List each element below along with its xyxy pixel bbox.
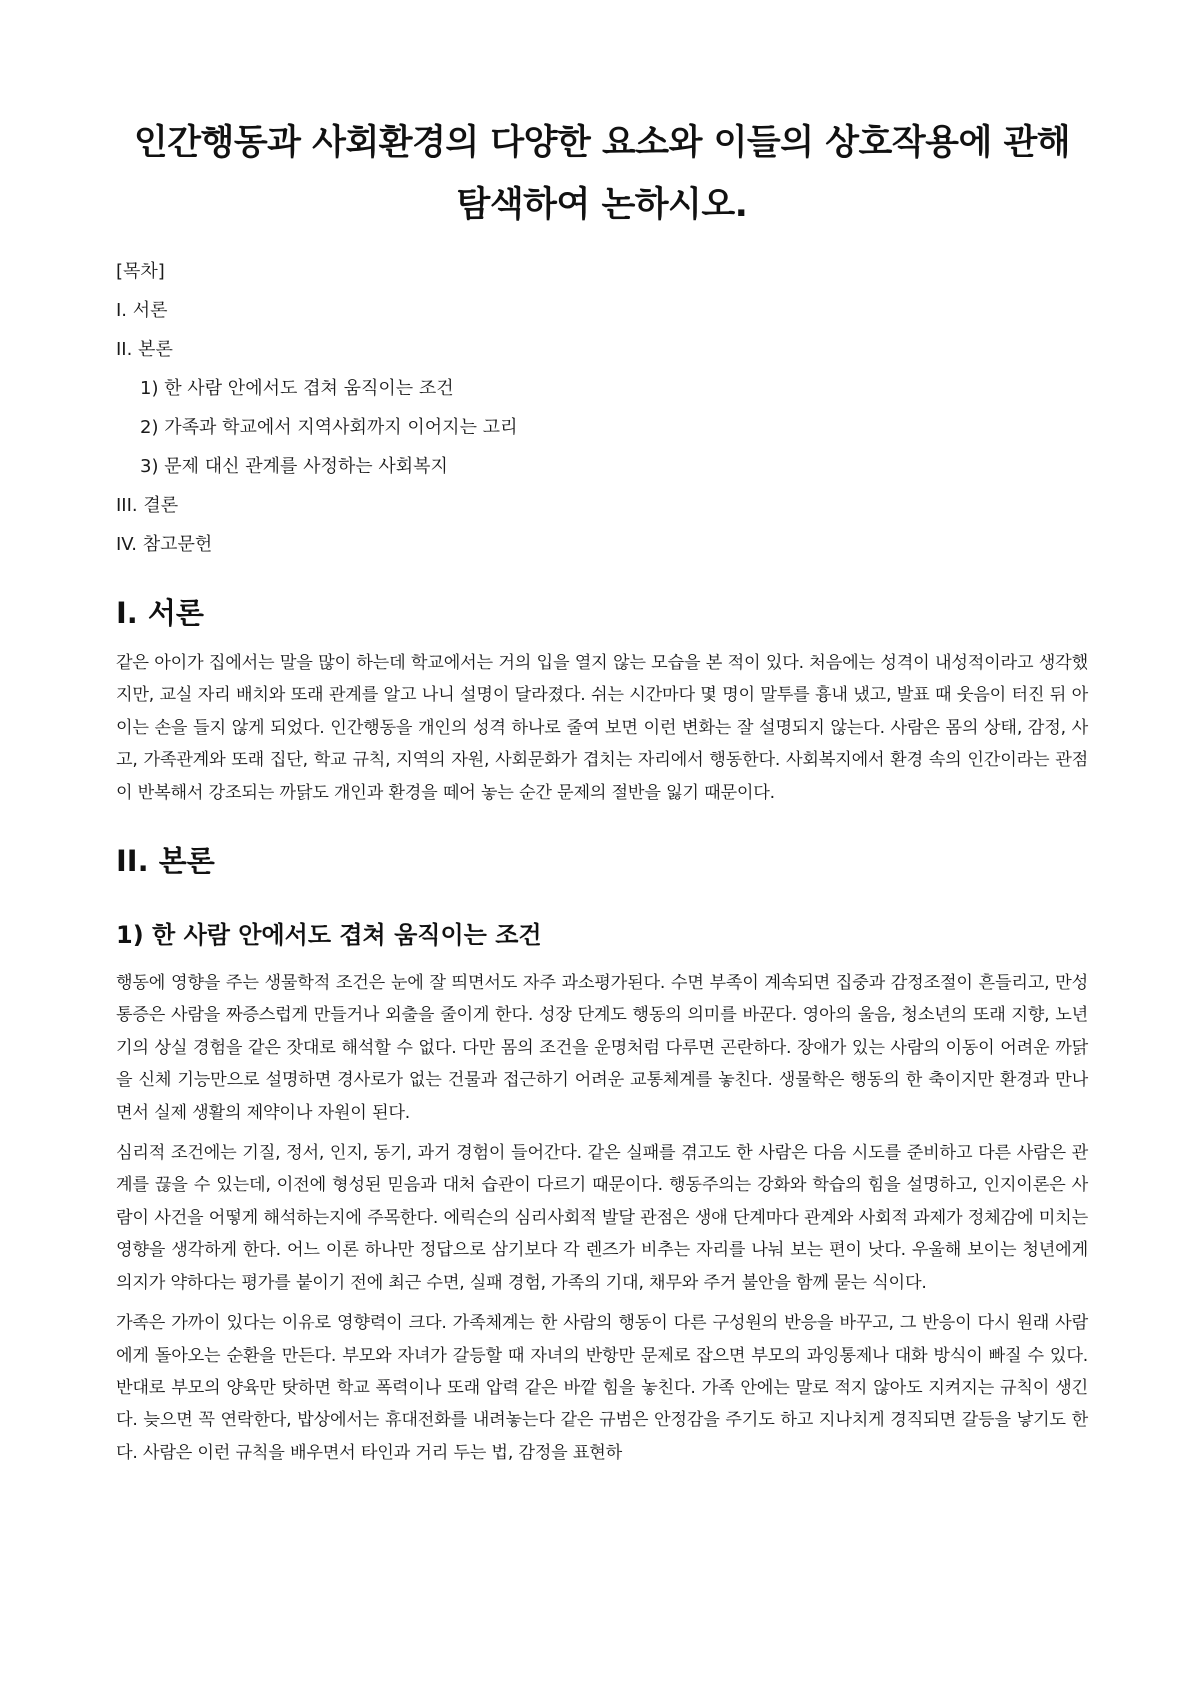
- body-paragraph: 가족은 가까이 있다는 이유로 영향력이 크다. 가족체계는 한 사람의 행동이 다른 구성원의 반응을 바꾸고, 그 반응이 다시 원래 사람에게 돌아오는 순환을 만든다. 부모와 자녀가 갈등할 때 자녀의 반항만 문제로 잡으면 부모의 과잉통제나 대화 방식이 빠질 수 있다. 반대로 부모의 양육만 탓하면 학교 폭력이나 또래 압력 같은 바깥 힘을 놓친다. 가족 안에는 말로 적지 않아도 지켜지는 규칙이 생긴다. 늦으면 꼭 연락한다, 밥상에서는 휴대전화를 내려놓는다 같은 규범은 안정감을 주기도 하고 지나치게 경직되면 갈등을 낳기도 한다. 사람은 이런 규칙을 배우면서 타인과 거리 두는 법, 감정을 표현하: [116, 1313, 1088, 1463]
- document-title: 인간행동과 사회환경의 다양한 요소와 이들의 상호작용에 관해 탐색하여 논하시오.: [133, 123, 1071, 225]
- toc-subitem: 1) 한 사람 안에서도 겹쳐 움직이는 조건: [140, 378, 454, 399]
- section-heading-body: II. 본론: [116, 844, 215, 879]
- toc-subitem: 2) 가족과 학교에서 지역사회까지 이어지는 고리: [140, 417, 518, 438]
- subsection-heading: 1) 한 사람 안에서도 겹쳐 움직이는 조건: [116, 921, 542, 950]
- body-paragraph: 행동에 영향을 주는 생물학적 조건은 눈에 잘 띄면서도 자주 과소평가된다. 수면 부족이 계속되면 집중과 감정조절이 흔들리고, 만성통증은 사람을 짜증스럽게 만들거나 외출을 줄이게 한다. 성장 단계도 행동의 의미를 바꾼다. 영아의 울음, 청소년의 또래 지향, 노년기의 상실 경험을 같은 잣대로 해석할 수 없다. 다만 몸의 조건을 운명처럼 다루면 곤란하다. 장애가 있는 사람의 이동이 어려운 까닭을 신체 기능만으로 설명하면 경사로가 없는 건물과 접근하기 어려운 교통체계를 놓친다. 생물학은 행동의 한 축이지만 환경과 만나면서 실제 생활의 제약이나 자원이 된다.: [116, 973, 1088, 1123]
- toc-heading: [목차]: [116, 261, 165, 282]
- toc-item: II. 본론: [116, 339, 173, 360]
- toc-subitem: 3) 문제 대신 관계를 사정하는 사회복지: [140, 456, 448, 477]
- toc-item: IV. 참고문헌: [116, 534, 213, 555]
- toc-item: I. 서론: [116, 300, 168, 321]
- toc-item: III. 결론: [116, 495, 179, 516]
- section-body: [116, 843, 1088, 1469]
- intro-paragraph: 같은 아이가 집에서는 말을 많이 하는데 학교에서는 거의 입을 열지 않는 모습을 본 적이 있다. 처음에는 성격이 내성적이라고 생각했지만, 교실 자리 배치와 또래 관계를 알고 나니 설명이 달라졌다. 쉬는 시간마다 몇 명이 말투를 흉내 냈고, 발표 때 웃음이 터진 뒤 아이는 손을 들지 않게 되었다. 인간행동을 개인의 성격 하나로 줄여 보면 이런 변화는 잘 설명되지 않는다. 사람은 몸의 상태, 감정, 사고, 가족관계와 또래 집단, 학교 규칙, 지역의 자원, 사회문화가 겹치는 자리에서 행동한다. 사회복지에서 환경 속의 인간이라는 관점이 반복해서 강조되는 까닭도 개인과 환경을 떼어 놓는 순간 문제의 절반을 잃기 때문이다.: [116, 653, 1088, 803]
- section-introduction: [116, 595, 1088, 809]
- section-heading-introduction: I. 서론: [116, 596, 204, 630]
- body-paragraph: 심리적 조건에는 기질, 정서, 인지, 동기, 과거 경험이 들어간다. 같은 실패를 겪고도 한 사람은 다음 시도를 준비하고 다른 사람은 관계를 끊을 수 있는데, 이전에 형성된 믿음과 대처 습관이 다르기 때문이다. 행동주의는 강화와 학습의 힘을 설명하고, 인지이론은 사람이 사건을 어떻게 해석하는지에 주목한다. 에릭슨의 심리사회적 발달 관점은 생애 단계마다 관계와 사회적 과제가 정체감에 미치는 영향을 생각하게 한다. 어느 이론 하나만 정답으로 삼기보다 각 렌즈가 비추는 자리를 나눠 보는 편이 낫다. 우울해 보이는 청년에게 의지가 약하다는 평가를 붙이기 전에 최근 수면, 실패 경험, 가족의 기대, 채무와 주거 불안을 함께 묻는 식이다.: [116, 1143, 1088, 1293]
- table-of-contents: [116, 262, 1088, 555]
